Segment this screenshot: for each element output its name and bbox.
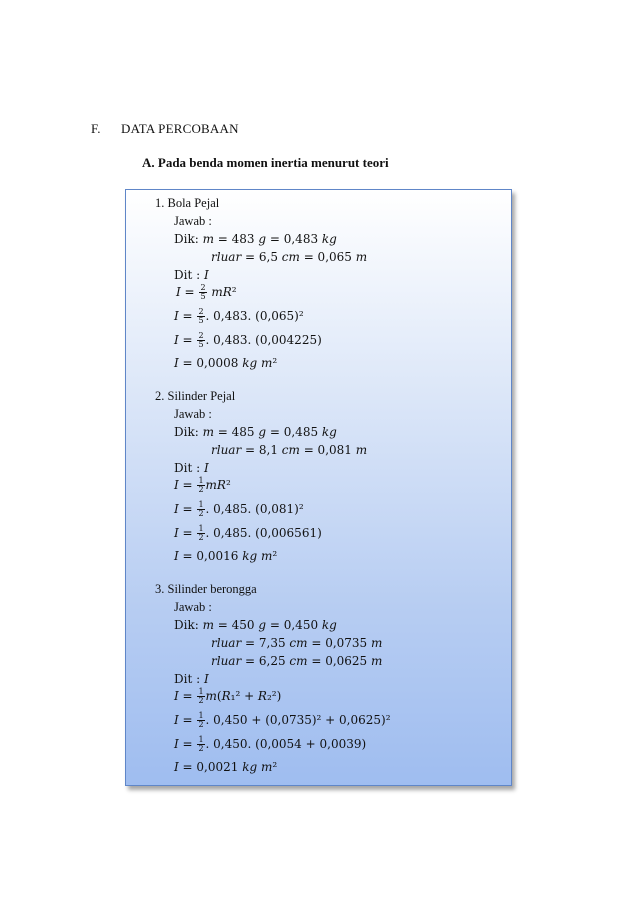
subsection-title: A. Pada benda momen inertia menurut teori (142, 155, 389, 170)
dit-line: Dit : 𝐼 (174, 461, 209, 475)
dik-line: Dik: 𝑚 = 450 𝑔 = 0,450 𝑘𝑔 (174, 618, 337, 632)
section-title: DATA PERCOBAAN (121, 121, 239, 136)
formula-rhs: 𝑚𝑅² (207, 285, 237, 299)
fraction: $\frac{1}{2}$ (198, 500, 204, 518)
substitution-line: 𝐼 = $\frac{1}{2}$ . 0,450 + (0,0735)² + 0,0625)² (174, 711, 391, 729)
formula-line: 𝐼 = $\frac{1}{2}$ 𝑚(𝑅₁² + 𝑅₂²) (174, 687, 282, 705)
item-label: 1. Bola Pejal (155, 196, 220, 210)
fraction: $\frac{1}{2}$ (198, 524, 204, 542)
dik-line: Dik: 𝑚 = 483 𝑔 = 0,483 𝑘𝑔 (174, 232, 337, 246)
dik-line: Dik: 𝑚 = 485 𝑔 = 0,485 𝑘𝑔 (174, 425, 337, 439)
result-line: 𝐼 = 0,0008 𝑘𝑔 𝑚² (174, 356, 278, 370)
formula-line: 𝐼 = $\frac{1}{2}$ 𝑚𝑅² (174, 476, 231, 494)
dik-radius-line: 𝑟𝑙𝑢𝑎𝑟 = 8,1 𝑐𝑚 = 0,081 𝑚 (211, 443, 368, 457)
dit-line: Dit : 𝐼 (174, 268, 209, 282)
substitution-line: 𝐼 = $\frac{2}{5}$ . 0,483. (0,065)² (174, 307, 304, 325)
jawab-label: Jawab : (174, 214, 212, 228)
calculation-line: 𝐼 = $\frac{1}{2}$ . 0,485. (0,006561) (174, 524, 322, 542)
fraction: $\frac{1}{2}$ (198, 687, 204, 705)
result-line: 𝐼 = 0,0021 𝑘𝑔 𝑚² (174, 760, 278, 774)
fraction: $\frac{2}{5}$ (200, 283, 206, 301)
dit-line: Dit : 𝐼 (174, 672, 209, 686)
item-label: 2. Silinder Pejal (155, 389, 236, 403)
jawab-label: Jawab : (174, 407, 212, 421)
dik-radius-inner-line: 𝑟𝑙𝑢𝑎𝑟 = 6,25 𝑐𝑚 = 0,0625 𝑚 (211, 654, 383, 668)
result-line: 𝐼 = 0,0016 𝑘𝑔 𝑚² (174, 549, 278, 563)
section-number: F. (91, 121, 101, 136)
jawab-label: Jawab : (174, 600, 212, 614)
fraction: $\frac{1}{2}$ (198, 711, 204, 729)
fraction: $\frac{1}{2}$ (198, 735, 204, 753)
dik-radius-line: 𝑟𝑙𝑢𝑎𝑟 = 6,5 𝑐𝑚 = 0,065 𝑚 (211, 250, 368, 264)
substitution-line: 𝐼 = $\frac{1}{2}$ . 0,485. (0,081)² (174, 500, 304, 518)
fraction: $\frac{2}{5}$ (198, 331, 204, 349)
formula-lhs: 𝐼 = (176, 285, 199, 299)
calculation-line: 𝐼 = $\frac{1}{2}$ . 0,450. (0,0054 + 0,0039) (174, 735, 367, 753)
fraction: $\frac{1}{2}$ (198, 476, 204, 494)
fraction: $\frac{2}{5}$ (198, 307, 204, 325)
calculation-line: 𝐼 = $\frac{2}{5}$ . 0,483. (0,004225) (174, 331, 322, 349)
item-label: 3. Silinder berongga (155, 582, 257, 596)
dik-radius-outer-line: 𝑟𝑙𝑢𝑎𝑟 = 7,35 𝑐𝑚 = 0,0735 𝑚 (211, 636, 383, 650)
formula-line (176, 284, 237, 301)
